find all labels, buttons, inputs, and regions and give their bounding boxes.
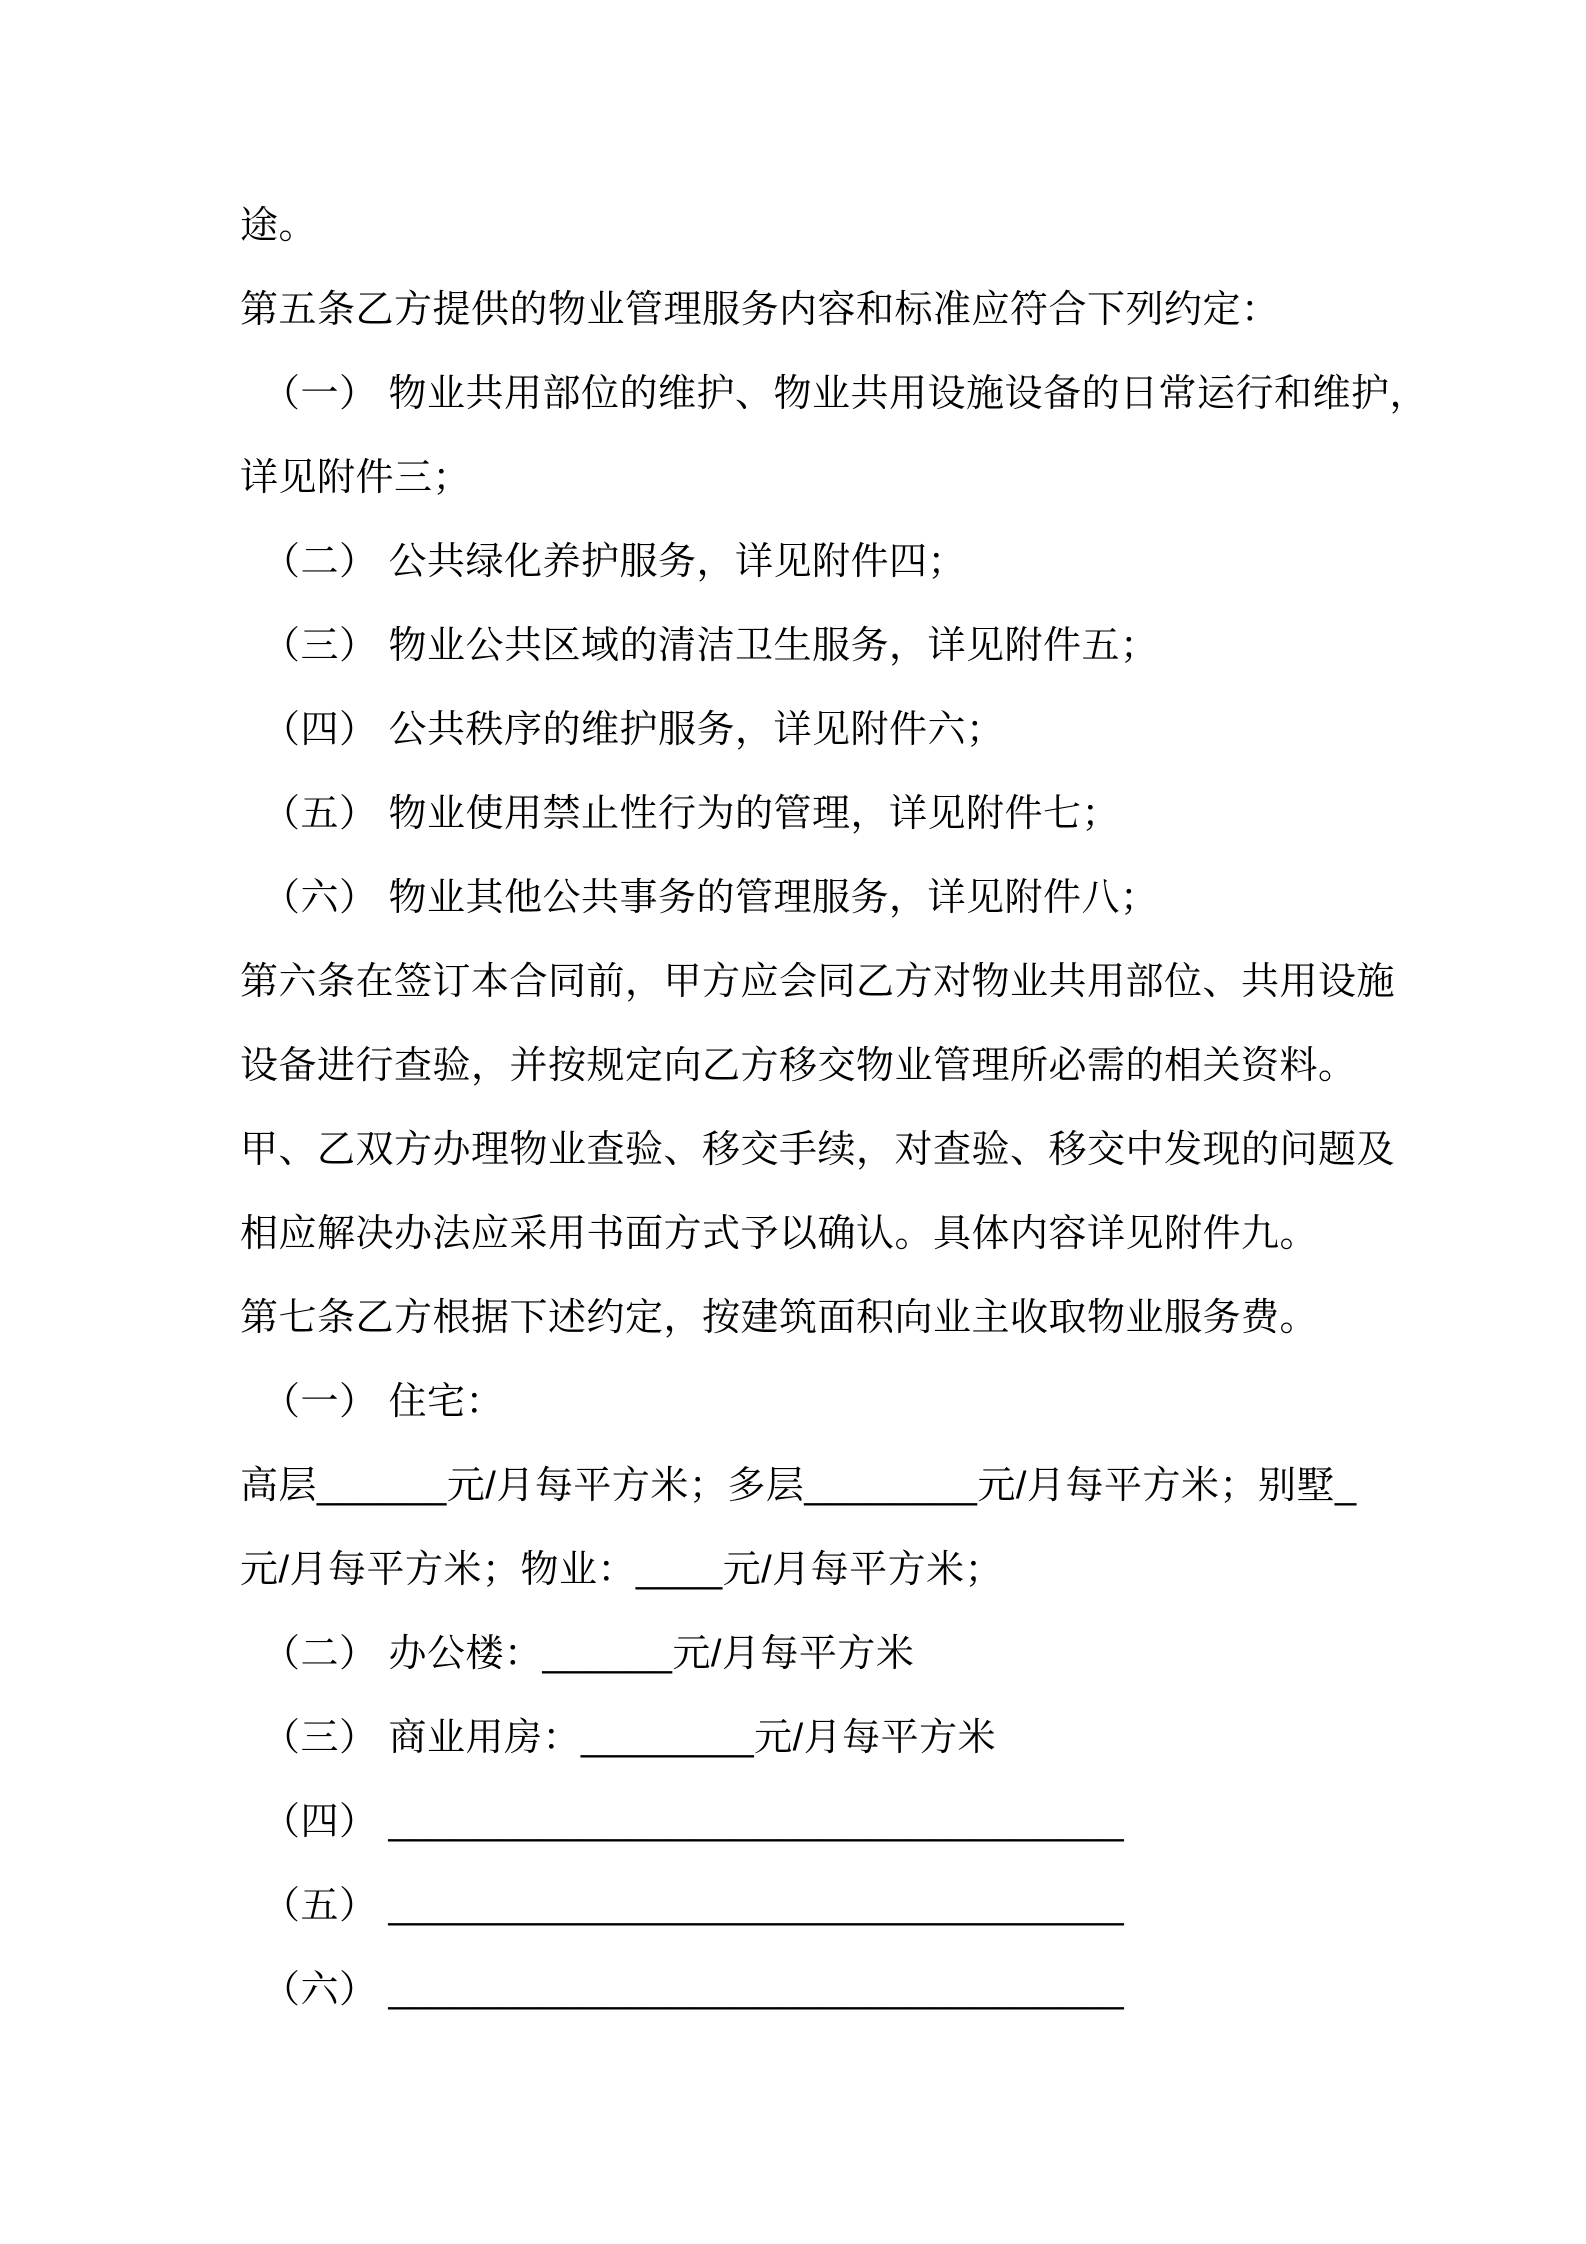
doc-line: 详见附件三； [240, 457, 472, 499]
doc-line: （二） 公共绿化养护服务，详见附件四； [262, 541, 967, 583]
doc-line: 元/月每平方米；物业：____元/月每平方米； [240, 1549, 1004, 1591]
doc-line: 高层______元/月每平方米；多层________元/月每平方米；别墅_ [240, 1465, 1357, 1507]
doc-line: （五） __________________________________ [262, 1885, 1125, 1927]
doc-line: （六） __________________________________ [262, 1969, 1125, 2011]
document-page [240, 184, 1429, 2032]
doc-line: 第五条乙方提供的物业管理服务内容和标准应符合下列约定： [240, 289, 1280, 331]
doc-line: 第七条乙方根据下述约定，按建筑面积向业主收取物业服务费。 [240, 1297, 1319, 1339]
doc-line: （三） 物业公共区域的清洁卫生服务，详见附件五； [262, 625, 1159, 667]
doc-line: （四） __________________________________ [262, 1801, 1125, 1843]
doc-line: （二） 办公楼：______元/月每平方米 [262, 1633, 915, 1675]
doc-line: 甲、乙双方办理物业查验、移交手续，对查验、移交中发现的问题及 [240, 1129, 1396, 1171]
doc-line: （一） 物业共用部位的维护、物业共用设施设备的日常运行和维护， [262, 373, 1429, 415]
doc-line: （四） 公共秩序的维护服务，详见附件六； [262, 709, 1005, 751]
doc-line: （三） 商业用房：________元/月每平方米 [262, 1717, 997, 1759]
doc-line: （六） 物业其他公共事务的管理服务，详见附件八； [262, 877, 1159, 919]
doc-line: 途。 [240, 205, 318, 247]
doc-line: （一） 住宅： [262, 1381, 505, 1423]
doc-line: 相应解决办法应采用书面方式予以确认。具体内容详见附件九。 [240, 1213, 1319, 1255]
doc-line: 第六条在签订本合同前，甲方应会同乙方对物业共用部位、共用设施 [240, 961, 1396, 1003]
doc-line: 设备进行查验，并按规定向乙方移交物业管理所必需的相关资料。 [240, 1045, 1357, 1087]
doc-line: （五） 物业使用禁止性行为的管理，详见附件七； [262, 793, 1121, 835]
